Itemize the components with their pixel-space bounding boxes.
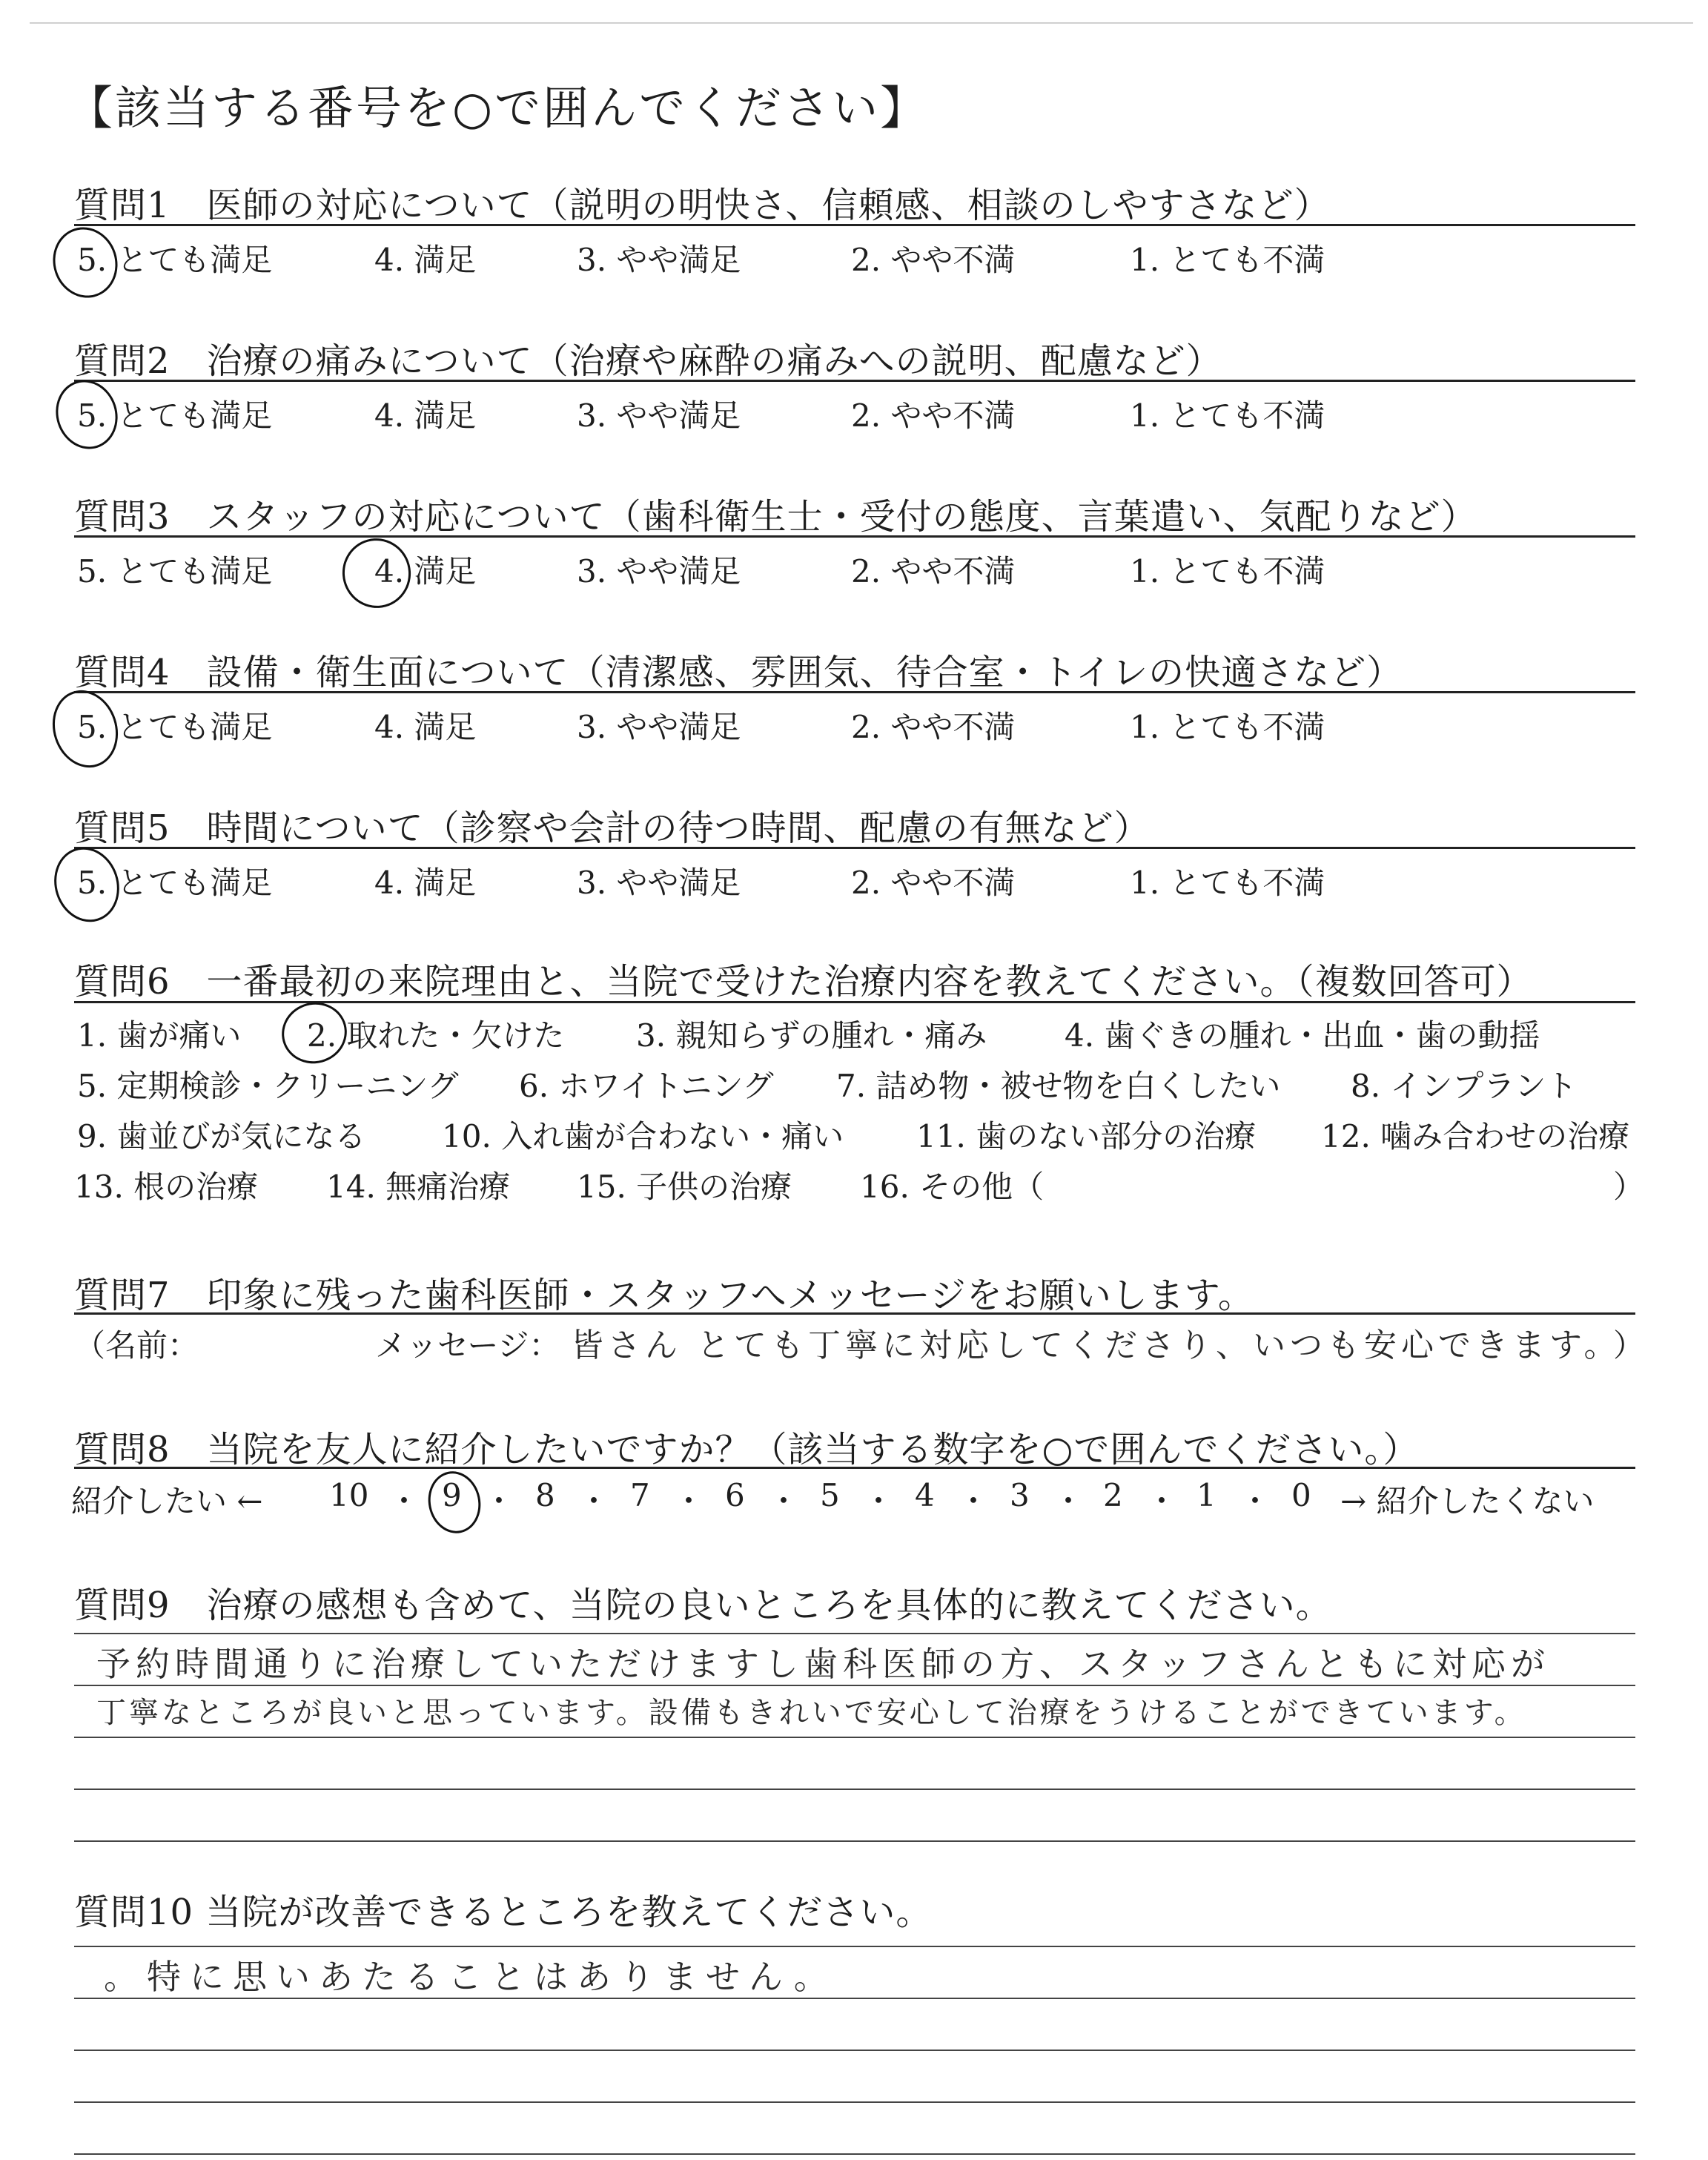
q5-option-1[interactable]: 1. とても不満 [1130, 865, 1325, 901]
q6-option-15[interactable]: 15. 子供の治療 [577, 1169, 792, 1205]
q2-selection-circle [47, 372, 126, 458]
page-title: 【該当する番号を○で囲んでください】 [67, 81, 929, 135]
q10-answer-line [74, 2153, 1635, 2155]
q8-scale-0[interactable]: 0 [1291, 1477, 1311, 1513]
q8-dot: ・ [958, 1483, 990, 1519]
question-5-title: 質問5 時間について（診察や会計の待つ時間、配慮の有無など） [74, 807, 1151, 849]
q7-message-text[interactable]: 皆さん とても丁寧に対応してくださり、いつも安心できます。 [571, 1327, 1621, 1364]
q8-dot: ・ [1239, 1483, 1271, 1519]
q9-answer-line [74, 1840, 1635, 1842]
q6-option-14[interactable]: 14. 無痛治療 [326, 1169, 511, 1205]
q10-answer-line [74, 2050, 1635, 2051]
q8-scale-2[interactable]: 2 [1103, 1477, 1123, 1513]
question-3-title: 質問3 スタッフの対応について（歯科衛生士・受付の態度、言葉遣い、気配りなど） [74, 496, 1477, 538]
q8-scale-5[interactable]: 5 [820, 1477, 840, 1513]
q5-selection-circle [44, 839, 128, 931]
q6-option-4[interactable]: 4. 歯ぐきの腫れ・出血・歯の動揺 [1065, 1017, 1540, 1054]
question-1-title: 質問1 医師の対応について（説明の明快さ、信頼感、相談のしやすさなど） [74, 185, 1331, 226]
question-7-title: 質問7 印象に残った歯科医師・スタッフへメッセージをお願いします。 [74, 1275, 1254, 1316]
q2-option-4[interactable]: 4. 満足 [374, 397, 477, 434]
question-10-title: 質問10 当院が改善できるところを教えてください。 [74, 1892, 933, 1933]
q6-option-7[interactable]: 7. 詰め物・被せ物を白くしたい [836, 1068, 1281, 1104]
question-8-rule [74, 1467, 1635, 1469]
q8-selection-circle [423, 1467, 486, 1539]
q8-dot: ・ [863, 1483, 895, 1519]
q6-selection-circle [275, 995, 354, 1071]
q4-option-4[interactable]: 4. 満足 [374, 709, 477, 745]
q6-option-13[interactable]: 13. 根の治療 [74, 1169, 259, 1205]
question-4-title: 質問4 設備・衛生面について（清潔感、雰囲気、待合室・トイレの快適さなど） [74, 652, 1403, 693]
q6-option-3[interactable]: 3. 親知らずの腫れ・痛み [636, 1017, 987, 1054]
q10-answer-text-line-1[interactable]: 。特に思いあたることはありません。 [104, 1957, 837, 1997]
q6-option-9[interactable]: 9. 歯並びが気になる [77, 1118, 366, 1155]
q4-option-2[interactable]: 2. やや不満 [851, 709, 1016, 745]
q9-answer-text-line-1[interactable]: 予約時間通りに治療していただけますし歯科医師の方、スタッフさんともに対応が [96, 1644, 1550, 1684]
q8-right-label: → 紹介したくない [1340, 1483, 1595, 1519]
question-9-title: 質問9 治療の感想も含めて、当院の良いところを具体的に教えてください。 [74, 1585, 1332, 1626]
q8-dot: ・ [388, 1483, 420, 1519]
q8-scale-1[interactable]: 1 [1196, 1477, 1217, 1513]
q1-option-5[interactable]: 5. とても満足 [77, 242, 273, 278]
q8-dot: ・ [1146, 1483, 1178, 1519]
question-6-title: 質問6 一番最初の来院理由と、当院で受けた治療内容を教えてください。（複数回答可） [74, 961, 1533, 1003]
q1-selection-circle [44, 219, 126, 306]
q4-option-3[interactable]: 3. やや満足 [577, 709, 741, 745]
q3-option-4[interactable]: 4. 満足 [374, 553, 477, 589]
q4-selection-circle [43, 681, 128, 776]
q8-dot: ・ [1053, 1483, 1085, 1519]
q7-name-label: （名前： [74, 1327, 199, 1364]
q5-option-3[interactable]: 3. やや満足 [577, 865, 741, 901]
q7-close-paren: ） [1613, 1327, 1645, 1364]
question-2-rule [74, 380, 1635, 382]
q3-option-2[interactable]: 2. やや不満 [851, 553, 1016, 589]
q6-option-16[interactable]: 16. その他（ [860, 1169, 1045, 1205]
question-4-rule [74, 691, 1635, 693]
q8-scale-7[interactable]: 7 [630, 1477, 650, 1513]
q8-scale-8[interactable]: 8 [535, 1477, 555, 1513]
q6-option-5[interactable]: 5. 定期検診・クリーニング [77, 1068, 459, 1104]
q2-option-3[interactable]: 3. やや満足 [577, 397, 741, 434]
q8-dot: ・ [578, 1483, 610, 1519]
q9-answer-line [74, 1633, 1635, 1634]
q1-option-2[interactable]: 2. やや不満 [851, 242, 1016, 278]
question-7-rule [74, 1312, 1635, 1315]
q6-other-close-paren: ） [1613, 1169, 1645, 1205]
top-border [30, 22, 1693, 24]
q8-dot: ・ [673, 1483, 705, 1519]
q8-scale-4[interactable]: 4 [915, 1477, 935, 1513]
q5-option-4[interactable]: 4. 満足 [374, 865, 477, 901]
q9-answer-line [74, 1737, 1635, 1738]
q6-option-6[interactable]: 6. ホワイトニング [519, 1068, 774, 1104]
q6-option-2[interactable]: 2. 取れた・欠けた [307, 1017, 565, 1054]
question-5-rule [74, 847, 1635, 849]
q2-option-5[interactable]: 5. とても満足 [77, 397, 273, 434]
q6-option-12[interactable]: 12. 噛み合わせの治療 [1321, 1118, 1630, 1155]
q8-left-label: 紹介したい ← [71, 1483, 263, 1519]
q8-dot: ・ [768, 1483, 800, 1519]
q1-option-3[interactable]: 3. やや満足 [577, 242, 741, 278]
q9-answer-text-line-2[interactable]: 丁寧なところが良いと思っています。設備もきれいで安心して治療をうけることができています。 [96, 1696, 1527, 1730]
q8-scale-6[interactable]: 6 [725, 1477, 745, 1513]
q6-option-10[interactable]: 10. 入れ歯が合わない・痛い [442, 1118, 844, 1155]
question-2-title: 質問2 治療の痛みについて（治療や麻酔の痛みへの説明、配慮など） [74, 340, 1222, 382]
q10-answer-line [74, 2101, 1635, 2103]
q6-option-1[interactable]: 1. 歯が痛い [77, 1017, 242, 1054]
q4-option-5[interactable]: 5. とても満足 [77, 709, 273, 745]
q9-answer-line [74, 1789, 1635, 1790]
q8-scale-3[interactable]: 3 [1010, 1477, 1030, 1513]
q6-option-11[interactable]: 11. 歯のない部分の治療 [916, 1118, 1257, 1155]
q5-option-2[interactable]: 2. やや不満 [851, 865, 1016, 901]
q10-answer-line [74, 1946, 1635, 1947]
q1-option-1[interactable]: 1. とても不満 [1130, 242, 1325, 278]
q1-option-4[interactable]: 4. 満足 [374, 242, 477, 278]
q2-option-2[interactable]: 2. やや不満 [851, 397, 1016, 434]
question-1-rule [74, 224, 1635, 226]
question-3-rule [74, 535, 1635, 538]
q4-option-1[interactable]: 1. とても不満 [1130, 709, 1325, 745]
q3-option-1[interactable]: 1. とても不満 [1130, 553, 1325, 589]
q5-option-5[interactable]: 5. とても満足 [77, 865, 273, 901]
q2-option-1[interactable]: 1. とても不満 [1130, 397, 1325, 434]
q3-selection-circle [334, 531, 418, 616]
q7-message-label: メッセージ： [375, 1327, 560, 1364]
q6-option-8[interactable]: 8. インプラント [1351, 1068, 1578, 1104]
q8-scale-9[interactable]: 9 [442, 1477, 462, 1513]
q3-option-5[interactable]: 5. とても満足 [77, 553, 273, 589]
q8-scale-10[interactable]: 10 [329, 1477, 369, 1513]
q3-option-3[interactable]: 3. やや満足 [577, 553, 741, 589]
question-8-title: 質問8 当院を友人に紹介したいですか？（該当する数字を○で囲んでください。） [74, 1429, 1420, 1470]
q8-dot: ・ [483, 1483, 515, 1519]
